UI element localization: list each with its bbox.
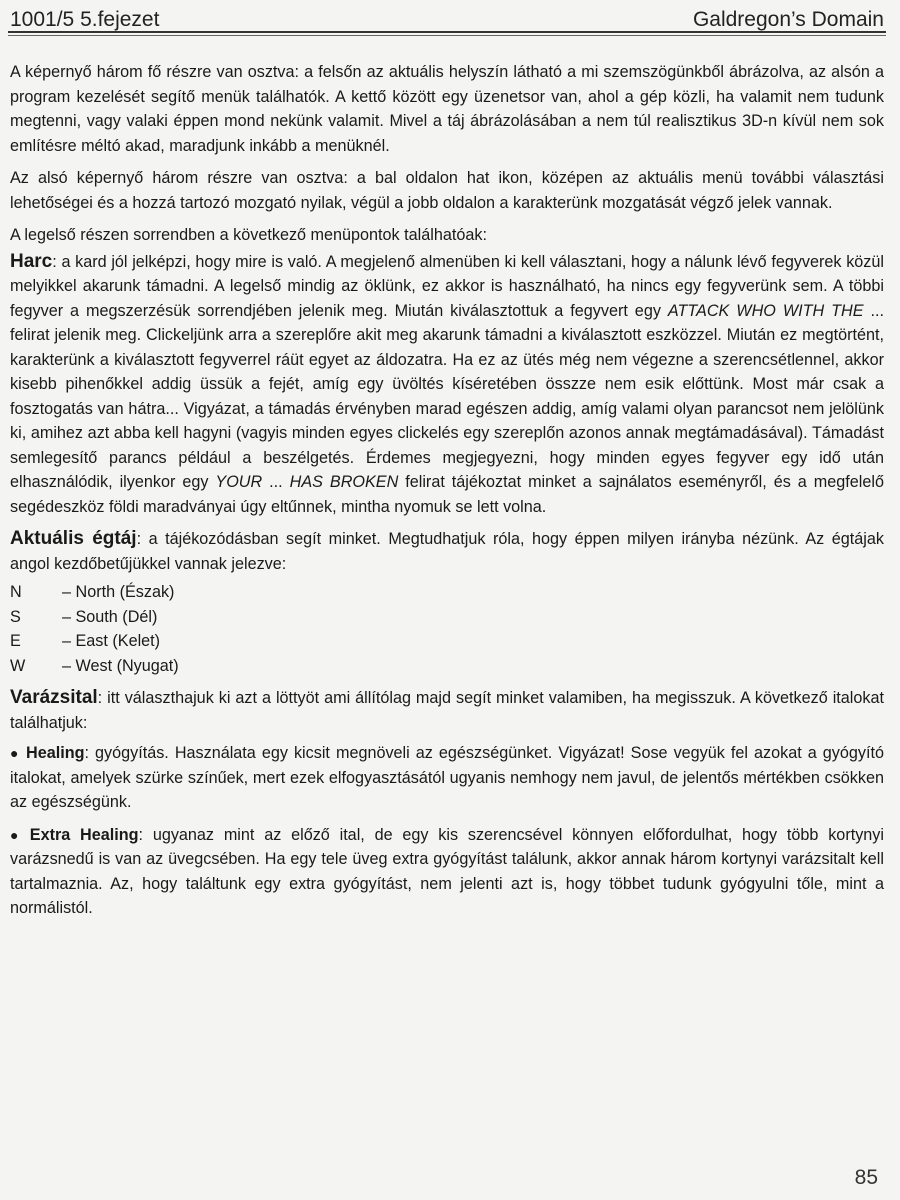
direction-letter: S — [10, 607, 21, 626]
direction-item — [10, 605, 884, 630]
harc-text-1: : a kard jól jelképzi, hogy mire is való. A megjelenő almenüben ki kell választani, hogy a nálunk lévő fegyverek közül melyikkel akarunk támadni. A legelső mindig az öklünk, ez akkor is használható, ha nincs egy fegyverünk sem. A többi fegyver a megszerzésük sorrendjében jelenik meg. Miután kiválasztottuk a fegyvert egy — [10, 252, 884, 320]
direction-name: – East (Kelet) — [62, 632, 161, 650]
header-rule — [8, 31, 886, 33]
intro-paragraph-2: Az alsó képernyő három részre van osztva: a bal oldalon hat ikon, középen az aktuális menü további választási lehetőségei és a hozzá tartozó mozgató nyilak, végül a jobb oldalon a karakterünk mozgatását végző jelek vannak. — [10, 169, 884, 212]
potion-item — [10, 741, 884, 815]
potion-label: Extra Healing — [29, 825, 139, 844]
direction-item — [10, 580, 884, 605]
harc-text-3: ... — [262, 473, 290, 491]
bullet-icon: ● — [10, 745, 20, 761]
egtaj-section — [10, 527, 884, 576]
direction-name: – South (Dél) — [62, 607, 158, 626]
direction-letter: W — [10, 656, 26, 675]
potion-item — [10, 823, 884, 921]
harc-text-2: ... felirat jelenik meg. Clickeljünk arra a szereplőre akit meg akarunk támadni a kiválasztott eszközzel. Miután ez megtörtént, karakterünk a kiválasztott fegyverrel ráüt egyet az áldozatra. Ha ez az ütés még nem végezne a szerencsétlennel, akkor kisebb pihenőkkel addig üssük a fejét, amíg egy üvöltés kíséretében összze nem esik előttünk. Most már csak a fosztogatás van hátra... Vigyázat, a támadás érvényben marad egészen addig, amíg valami olyan parancsot nem jelölünk ki, amihez azt abba kell hagyni (vagyis minden egyes clickelés egy szereplőn azonos annak megtámadásával). Támadást semlegesítő parancs például a beszélgetés. Érdemes megjegyezni, hogy minden egyes fegyver egy idő után elhasználódik, ilyenkor egy — [10, 301, 884, 491]
potion-label: Healing — [26, 744, 85, 762]
intro-paragraph-1: A képernyő három fő részre van osztva: a felsőn az aktuális helyszín látható a mi szemszögünkből ábrázolva, az alsón a program kezelését segítő menük találhatók. A kettő között egy üzenetsor van, ahol a gép közli, ha valamit nem tudunk megtenni, vagy valaki éppen mond nekünk valamit. Mivel a táj ábrázolásában a nem túl realisztikus 3D-n kívül nem sok említésre méltó akad, maradjunk inkább a menüknél. — [10, 63, 884, 155]
direction-letter: N — [10, 583, 22, 601]
bullet-icon: ● — [10, 826, 24, 843]
direction-name: – North (Észak) — [62, 583, 175, 601]
page-number: 85 — [854, 1166, 878, 1189]
direction-item — [10, 654, 884, 679]
direction-letter: E — [10, 632, 21, 650]
harc-your-phrase: YOUR — [215, 473, 263, 491]
varazsital-text: : itt választhajuk ki azt a löttyöt ami állítólag majd segít minket valamiben, ha megisszuk. A következő italokat találhatjuk: — [10, 689, 884, 732]
direction-name: – West (Nyugat) — [62, 656, 179, 675]
harc-section — [10, 250, 884, 520]
header-rule-thin — [8, 35, 886, 36]
direction-item — [10, 629, 884, 654]
varazsital-title: Varázsital — [10, 687, 98, 708]
harc-attack-phrase: ATTACK WHO WITH THE — [667, 301, 864, 320]
intro-paragraph-3: A legelső részen sorrendben a következő menüpontok találhatóak: — [10, 226, 487, 244]
direction-list — [10, 580, 884, 678]
potion-text: : gyógyítás. Használata egy kicsit megnöveli az egészségünket. Vigyázat! Sose vegyük fel azokat a gyógyító italokat, amelyek szürke színűek, mert ezek elfogyasztásától ugyanis nemhogy nem javul, de jelentős mértékben csökken az egészségünk. — [10, 744, 884, 811]
egtaj-title: Aktuális égtáj — [10, 528, 137, 549]
harc-broken-phrase: HAS BROKEN — [289, 473, 399, 491]
varazsital-section — [10, 686, 884, 735]
header-book-title: Galdregon’s Domain — [692, 8, 884, 31]
egtaj-text: : a tájékozódásban segít minket. Megtudhatjuk róla, hogy éppen milyen irányba nézünk. Az égtájak angol kezdőbetűjükkel vannak jelezve: — [10, 530, 884, 573]
body-text — [10, 60, 884, 929]
potion-text: : ugyanaz mint az előző ital, de egy kis szerencsével könnyen előfordulhat, hogy több kortynyi varázsnedű is van az üvegcsében. Ha egy tele üveg extra gyógyítást találunk, akkor annak három kortynyi varázsitalt kell tartalmaznia. Az, hogy találtunk egy extra gyógyítást, nem jelenti azt is, hogy többet tudunk gyógyulni tőle, mint a normálistól. — [10, 825, 884, 917]
harc-text-4: felirat tájékoztat minket a sajnálatos eseményről, és a megfelelő segédeszköz földi maradványai úgy eltűnnek, mintha nyomuk se lett volna. — [10, 473, 884, 516]
header-chapter: 1001/5 5.fejezet — [10, 8, 160, 31]
running-header — [10, 4, 884, 32]
harc-title: Harc — [10, 250, 53, 272]
